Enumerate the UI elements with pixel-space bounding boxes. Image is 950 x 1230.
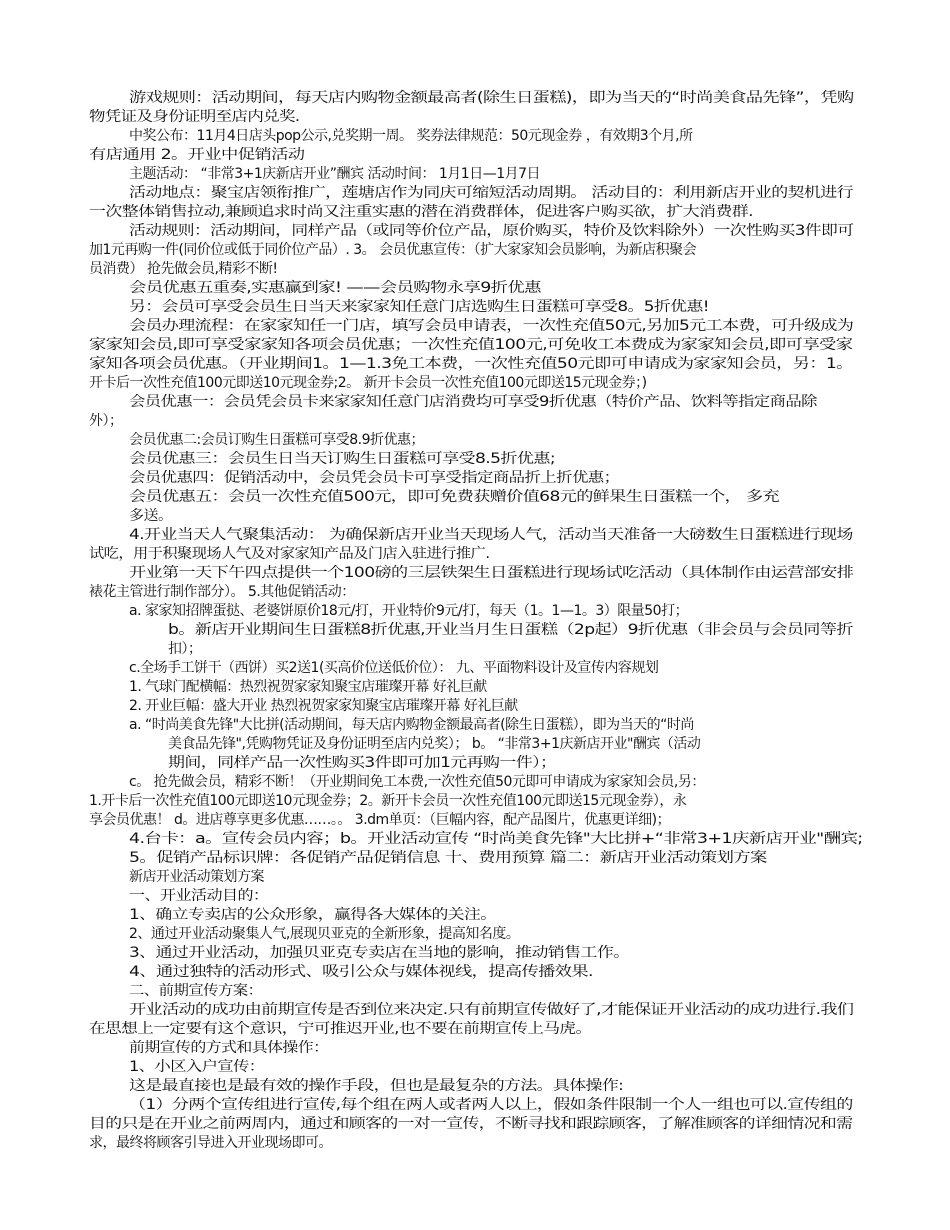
text-line: 会员优惠一：会员凭会员卡来家家知任意门店消费均可享受9折优惠（特价产品、饮料等指定商品除: [129, 394, 817, 410]
text-line: 1、确立专卖店的公众形象，赢得各大媒体的关注。: [129, 907, 497, 923]
text-line: 一次整体销售拉动,兼顾追求时尚又注重实惠的潜在消费群体，促进客户购买欲，扩大消费群.: [89, 204, 753, 220]
text-line: 家知各项会员优惠。（开业期间1。1—1.3免工本费，一次性充值50元即可申请成为家家知会员，另：1。: [89, 356, 853, 372]
text-line: 4.台卡：a。宣传会员内容；b。开业活动宣传 “时尚美食先锋"大比拼+“非常3+1庆新店开业"酬宾;: [129, 831, 863, 847]
text-line: 期间，同样产品一次性购买3件即可加1元再购一件）；: [168, 755, 557, 771]
text-line: 有店通用 2。开业中促销活动: [89, 147, 305, 163]
text-line: 加1元再购一件(同价位或低于同价位产品）. 3。 会员优惠宣传：（扩大家家知会员影响，为新店积聚会: [89, 242, 697, 258]
text-line: （1）分两个宣传组进行宣传,每个组在两人或者两人以上，假如条件限制一个人一组也可以.宣传组的: [129, 1097, 853, 1113]
text-line: 会员优惠二:会员订购生日蛋糕可享受8.9折优惠；: [129, 432, 424, 448]
text-line: a. “时尚美食先锋"大比拼(活动期间，每天店内购物金额最高者(除生日蛋糕），即为当天的“时尚: [129, 717, 694, 733]
text-line: 1.开卡后一次性充值100元即送10元现金券；2。新开卡会员一次性充值100元即送15元现金券），永: [89, 793, 687, 809]
text-line: 3、通过开业活动，加强贝亚克专卖店在当地的影响，推动销售工作。: [129, 945, 630, 961]
text-line: b。新店开业期间生日蛋糕8折优惠,开业当月生日蛋糕（2p起）9折优惠（非会员与会员同等折: [168, 622, 853, 638]
text-line: 游戏规则：活动期间，每天店内购物金额最高者(除生日蛋糕)，即为当天的“时尚美食品先锋”，凭购: [129, 90, 854, 106]
text-line: 另：会员可享受会员生日当天来家家知任意门店选购生日蛋糕可享受8。5折优惠!: [129, 299, 709, 315]
text-line: 开业活动的成功由前期宣传是否到位来决定.只有前期宣传做好了,才能保证开业活动的成功进行.我们: [129, 1002, 854, 1018]
text-line: 这是最直接也是最有效的操作手段，但也是最复杂的方法。具体操作:: [129, 1078, 624, 1094]
text-line: 二、前期宣传方案：: [129, 983, 263, 999]
text-line: c.全场手工饼干（西饼）买2送1(买高价位送低价位）： 九、平面物料设计及宣传内容规划: [129, 660, 659, 676]
text-line: 5。促销产品标识牌：各促销产品促销信息 十、费用预算 篇二：新店开业活动策划方案: [129, 850, 767, 866]
text-line: 4.开业当天人气聚集活动： 为确保新店开业当天现场人气，活动当天准备一大磅数生日蛋糕进行现场: [129, 527, 853, 543]
text-line: 1、小区入户宣传：: [129, 1059, 265, 1075]
text-line: 家家知会员,即可享受家家知各项会员优惠；一次性充值100元,可免收工本费成为家家知会员,即可享受家: [89, 337, 853, 353]
text-line: 1. 气球门配横幅：热烈祝贺家家知聚宝店璀璨开幕 好礼巨献: [129, 679, 487, 695]
text-line: 求，最终将顾客引导进入开业现场即可。: [89, 1135, 332, 1151]
text-line: 试吃，用于积聚现场人气及对家家知产品及门店入驻进行推广.: [89, 546, 490, 562]
text-line: 活动地点：聚宝店领衔推广，莲塘店作为同庆可缩短活动周期。 活动目的：利用新店开业的契机进行: [129, 185, 853, 201]
text-line: 会员优惠三：会员生日当天订购生日蛋糕可享受8.5折优惠;: [129, 451, 555, 467]
text-line: 美食品先锋",凭购物凭证及身份证明至店内兑奖）； b。 “非常3+1庆新店开业"酬宾（活动: [168, 736, 701, 752]
text-line: 在思想上一定要有这个意识，宁可推迟开业,也不要在前期宣传上马虎。: [89, 1021, 592, 1037]
text-line: 多送。: [129, 508, 173, 524]
text-line: 享会员优惠！ d。进店尊享更多优惠……。。 3.dm单页：（巨幅内容，配产品图片，优惠更详细)；: [89, 812, 671, 828]
text-line: a. 家家知招牌蛋挞、老婆饼原价18元/打，开业特价9元/打，每天（1。1—1。3）限量50打；: [129, 603, 689, 619]
text-line: 扣）；: [168, 641, 202, 657]
text-line: 开卡后一次性充值100元即送10元现金券;2。 新开卡会员一次性充值100元即送15元现金券；): [89, 375, 647, 391]
text-line: 活动规则：活动期间，同样产品（或同等价位产品，原价购买，特价及饮料除外）一次性购买3件即可: [129, 223, 854, 239]
text-line: 中奖公布：11月4日店头pop公示,兑奖期一周。 奖券法律规范：50元现金券 ，有效期3个月,所: [129, 128, 693, 144]
text-line: 新店开业活动策划方案: [129, 869, 264, 885]
text-line: 外）；: [89, 413, 123, 429]
text-line: 会员优惠四：促销活动中，会员凭会员卡可享受指定商品折上折优惠；: [129, 470, 620, 486]
text-line: 前期宣传的方式和具体操作：: [129, 1040, 329, 1056]
text-line: 会员办理流程：在家家知任一门店，填写会员申请表，一次性充值50元,另加5元工本费，可升级成为: [129, 318, 854, 334]
text-line: 开业第一天下午四点提供一个100磅的三层铁架生日蛋糕进行现场试吃活动（具体制作由运营部安排: [129, 565, 854, 581]
text-line: 员消费） 抢先做会员,精彩不断!: [89, 261, 278, 277]
text-line: c。 抢先做会员，精彩不断！（开业期间免工本费,一次性充值50元即可申请成为家家知会员,另：: [129, 774, 705, 790]
text-line: 目的只是在开业之前两周内，通过和顾客的一对一宣传，不断寻找和跟踪顾客，了解准顾客的详细情况和需: [89, 1116, 853, 1132]
text-line: 会员优惠五：会员一次性充值500元，即可免费获赠价值68元的鲜果生日蛋糕一个， 多充: [129, 489, 779, 505]
text-line: 主题活动： “非常3+1庆新店开业”酬宾 活动时间： 1月1日—1月7日: [129, 166, 541, 182]
text-line: 2. 开业巨幅：盛大开业 热烈祝贺家家知聚宝店璀璨开幕 好礼巨献: [129, 698, 518, 714]
text-line: 物凭证及身份证明至店内兑奖.: [89, 109, 300, 125]
text-line: 会员优惠五重奏,实惠赢到家! ——会员购物永享9折优惠: [129, 280, 541, 296]
text-line: 4、通过独特的活动形式、吸引公众与媒体视线，提高传播效果.: [129, 964, 593, 980]
text-line: 裱花主管进行制作部分）。 5.其他促销活动：: [89, 584, 355, 600]
text-line: 一、开业活动目的：: [129, 888, 269, 904]
text-line: 2、通过开业活动聚集人气,展现贝亚克的全新形象，提高知名度。: [129, 926, 520, 942]
